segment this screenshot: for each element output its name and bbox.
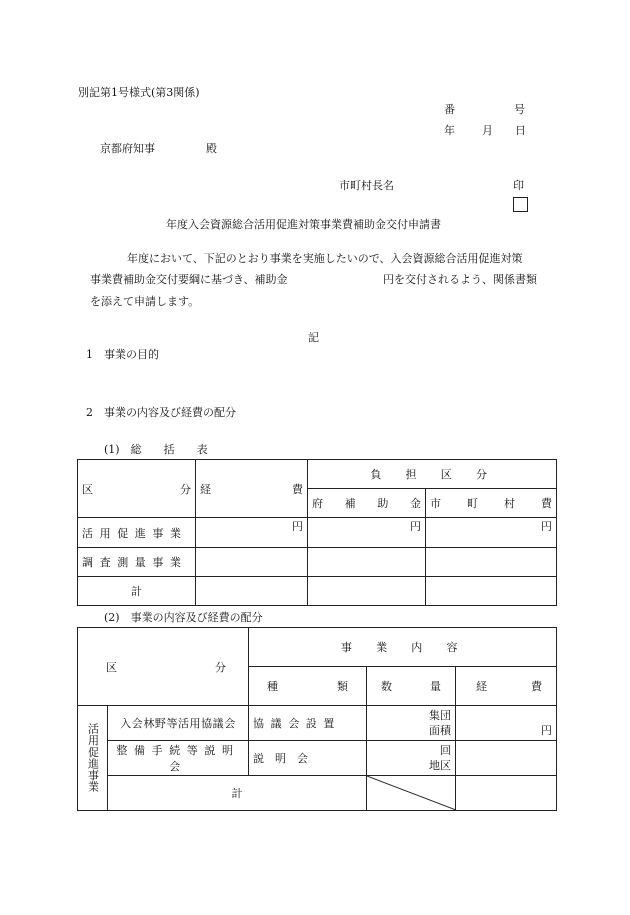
t1-cell [308,577,426,606]
summary-table [77,459,557,606]
t2-header-kubun: 区 分 [78,628,249,706]
honorific: 殿 [206,142,217,155]
t1-cell: 円 [426,518,557,548]
table-row [78,776,557,811]
body-line-1: 年度において、下記のとおり事業を実施したいので、入会資源総合活用促進対策 [127,252,523,265]
document-title: 年度入会資源総合活用促進対策事業費補助金交付申請書 [166,218,441,231]
t2-row-qty: 回 地区 [367,741,456,776]
body-line-3: を添えて申請します。 [90,295,200,308]
t2-row-type: 説 明 会 [249,741,367,776]
t1-header-keihi: 経 費 [196,460,308,518]
t2-row-type: 協議会設置 [249,706,367,741]
table-row [78,577,557,606]
t2-header-jigyo: 事 業 内 容 [249,628,557,667]
form-id: 別記第1号様式(第3関係) [78,86,200,99]
seal-label: 印 [513,179,524,192]
t1-total-label: 計 [78,577,196,606]
t2-total-qty-strike [367,776,456,811]
body-line-2b: 円を交付されるよう、関係書類 [383,273,537,286]
t1-header-shichoson-hi: 市 町 村 費 [426,489,557,518]
t1-cell [196,577,308,606]
t2-row-name: 整備手続等説明会 [108,741,249,776]
detail-table [77,627,557,811]
t1-cell [308,548,426,577]
applicant-label: 市町村長名 [339,179,394,192]
t1-header-futan: 負 担 区 分 [308,460,557,489]
table-row [78,706,557,741]
number-suffix: 号 [514,103,525,116]
sub-heading-1: (1) 総 括 表 [104,443,208,456]
t1-cell [426,577,557,606]
t2-total-label: 計 [108,776,367,811]
t2-row-cost: 円 [456,706,557,741]
t1-cell [426,548,557,577]
t2-row-cost [456,741,557,776]
t1-header-fu-hojokin: 府 補 助 金 [308,489,426,518]
t2-row-name: 入会林野等活用協議会 [108,706,249,741]
t1-row-label: 調査測量事業 [78,548,196,577]
t2-header-keihi: 経 費 [456,667,557,706]
table-row [78,548,557,577]
t2-header-suryo: 数 量 [367,667,456,706]
t2-side-label: 活用促進事業 [78,706,108,811]
day-label: 日 [515,124,526,137]
year-label: 年 [444,124,455,137]
number-label: 番 [444,103,455,116]
table-row [78,741,557,776]
t1-cell [196,548,308,577]
table-row [78,518,557,548]
sub-heading-2: (2) 事業の内容及び経費の配分 [104,611,263,624]
seal-box [513,197,528,212]
t2-header-shurui: 種 類 [249,667,367,706]
t1-row-label: 活用促進事業 [78,518,196,548]
t1-header-kubun: 区 分 [78,460,196,518]
t2-row-qty: 集団 面積 [367,706,456,741]
item-2: 2 事業の内容及び経費の配分 [86,406,236,419]
addressee: 京都府知事 [100,142,155,155]
month-label: 月 [482,124,493,137]
t1-cell: 円 [196,518,308,548]
diagonal-strike [367,776,456,810]
t1-cell: 円 [308,518,426,548]
t2-total-cost [456,776,557,811]
item-1: 1 事業の目的 [86,348,159,361]
ki-label: 記 [308,331,319,344]
body-line-2a: 事業費補助金交付要綱に基づき、補助金 [90,273,288,286]
